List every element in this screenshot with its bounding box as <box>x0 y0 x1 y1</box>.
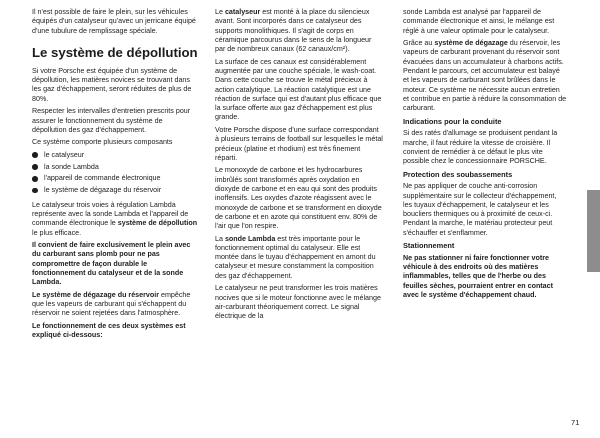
functioning-text: Le fonctionnement de ces deux systèmes est expliqué ci-dessous: <box>32 321 186 340</box>
warning-paragraph <box>32 241 198 287</box>
intro-paragraph: Il n'est possible de faire le plein, sur les véhicules équipés d'un catalyseur qu'avec un jerricane équipé d'une tubulure de remplissage spéciale. <box>32 8 196 35</box>
list-item-label: l'appareil de commande électronique <box>44 174 161 183</box>
warning-text: Il convient de faire exclusivement le plein avec du carburant sans plomb pour ne pas compromettre de façon durable le fonctionnement du catalyseur et de la sonde Lambda. <box>32 240 191 287</box>
catalyseur-text-bold: catalyseur <box>224 8 261 16</box>
list-item-label: la sonde Lambda <box>44 162 99 171</box>
list-item-label: le système de dégazage du réservoir <box>44 186 162 195</box>
driving-paragraph: Si des ratés d'allumage se produisent pendant la marche, il faut réduire la vitesse de croisière. Il convient de remédier à ce défaut le plus vite possible chez le concessionnaire PORSCHE. <box>403 129 558 166</box>
section-title: Le système de dépollution <box>32 44 198 60</box>
lambda-paragraph <box>215 235 383 281</box>
catalyst-paragraph <box>32 201 198 238</box>
surface-paragraph: La surface de ces canaux est considérablement augmentée par une couche spéciale, le wash-coat. Dans cette couche se trouve le métal précieux à action catalytique. La réaction catalytique est une réaction de surface qui est d'autant plus efficace que la surface offerte aux gaz d'échappement est plus grande. <box>215 57 382 122</box>
list-item <box>32 186 198 195</box>
list-item <box>32 151 198 160</box>
bullet-icon <box>32 188 38 194</box>
degassing-paragraph <box>32 291 198 319</box>
metal-paragraph: Votre Porsche dispose d'une surface correspondant à plusieurs terrains de football sur lesquelles le métal précieux (platine et rhodium) est très finement réparti. <box>215 125 383 162</box>
mixture-paragraph: Le catalyseur ne peut transformer les trois matières nocives que si le moteur fonctionne avec le mélange air-carburant théoriquement correct. Le signal électrique de la <box>215 284 381 321</box>
catalyseur-paragraph <box>215 8 383 54</box>
parking-paragraph <box>403 254 567 300</box>
degassing-text-rest: empêche que les vapeurs de carburant qui s'échappent du réservoir ne soient rejetées dans l'atmosphère. <box>32 290 191 318</box>
column-left <box>32 8 198 344</box>
oxidation-paragraph: Le monoxyde de carbone et les hydrocarbures imbrûlés sont transformés après oxydation en dioxyde de carbone et en eau qui sont des produits inoffensifs. Les oxydes d'azote réagissent avec le monoxyde de carbone et se transforment en dioxyde de carbone et en azote qui constituent env. 80% de l'air que l'on respire. <box>215 166 382 231</box>
catalyst-text-start: Le catalyseur trois voies à régulation Lambda représente avec la sonde Lambda et l'appareil de commande électronique le <box>32 200 189 228</box>
bullet-icon <box>32 176 38 182</box>
functioning-paragraph <box>32 322 198 341</box>
degassing-detail-paragraph <box>403 39 567 113</box>
lambda-continued-paragraph: sonde Lambda est analysé par l'appareil de commande électronique et ainsi, le mélange est réglé à une valeur optimale pour le catalyseur. <box>403 8 555 35</box>
catalyst-text-bold: système de dépollution <box>117 219 198 228</box>
heading-driving: Indications pour la conduite <box>403 116 502 126</box>
catalyseur-text-start: Le <box>215 8 225 16</box>
catalyst-text-end: le plus efficace. <box>32 228 82 237</box>
intervals-paragraph: Respecter les intervalles d'entretien prescrits pour assurer le fonctionnement du système de dépollution des gaz d'échappement. <box>32 107 191 134</box>
bullet-icon <box>32 152 38 158</box>
catalyseur-text-end: est monté à la place du silencieux avant. Sont incorporés dans ce catalyseur des supports monolithiques. Il s'agit de corps en céramique parcourus dans le sens de la longueur par de nombreux canaux (62 canaux/cm²). <box>215 8 372 54</box>
list-item <box>32 174 198 183</box>
chapter-tab <box>587 190 600 272</box>
bullet-icon <box>32 164 38 170</box>
degassing-detail-bold: système de dégazage <box>434 39 508 48</box>
components-intro: Ce système comporte plusieurs composants <box>32 138 173 147</box>
column-right <box>403 8 567 303</box>
protection-paragraph: Ne pas appliquer de couche anti-corrosion supplémentaire sur le collecteur d'échappement, les tuyaux d'échappement, le catalyseur et les boucliers thermiques ou à proximité de ceux-ci. Pendant la marche, le matériau protecteur peut s'échauffer et s'enflammer. <box>403 182 557 237</box>
degassing-detail-start: Grâce au <box>403 39 435 48</box>
degassing-text-bold: Le système de dégazage du réservoir <box>32 290 160 299</box>
list-item <box>32 163 198 172</box>
degassing-detail-end: du réservoir, les vapeurs de carburant provenant du réservoir sont évacuées dans un accumulateur à charbons actifs. Pendant le parcours, cet accumulateur est balayé et les vapeurs de carburant sont brûlées dans le moteur. Ce système ne nécessite aucun entretien et contribue en partie à réduire la consommation de carburant. <box>403 39 567 113</box>
components-list <box>32 151 198 196</box>
column-middle <box>215 8 383 325</box>
page-number: 71 <box>571 418 580 427</box>
heading-parking: Stationnement <box>403 241 455 251</box>
lambda-text-bold: sonde Lambda <box>224 234 276 243</box>
heading-protection: Protection des soubassements <box>403 169 513 179</box>
parking-text: Ne pas stationner ni faire fonctionner votre véhicule à des endroits où des matières inflammables, telles que de l'herbe ou des feuilles sèches, pourraient entrer en contact avec le système d'échappement chaud. <box>403 253 554 299</box>
lambda-text-start: La <box>215 234 225 243</box>
system-paragraph: Si votre Porsche est équipée d'un système de dépollution, les matières novices se trouvant dans les gaz d'échappement, seront réduites de plus de 80%. <box>32 66 192 103</box>
lambda-text-end: est très importante pour le fonctionnement optimal du catalyseur. Elle est montée dans le tuyau d'échappement en amont du catalyseur et mesure constamment la composition des gaz d'échappement. <box>215 234 376 280</box>
list-item-label: le catalyseur <box>44 150 85 159</box>
